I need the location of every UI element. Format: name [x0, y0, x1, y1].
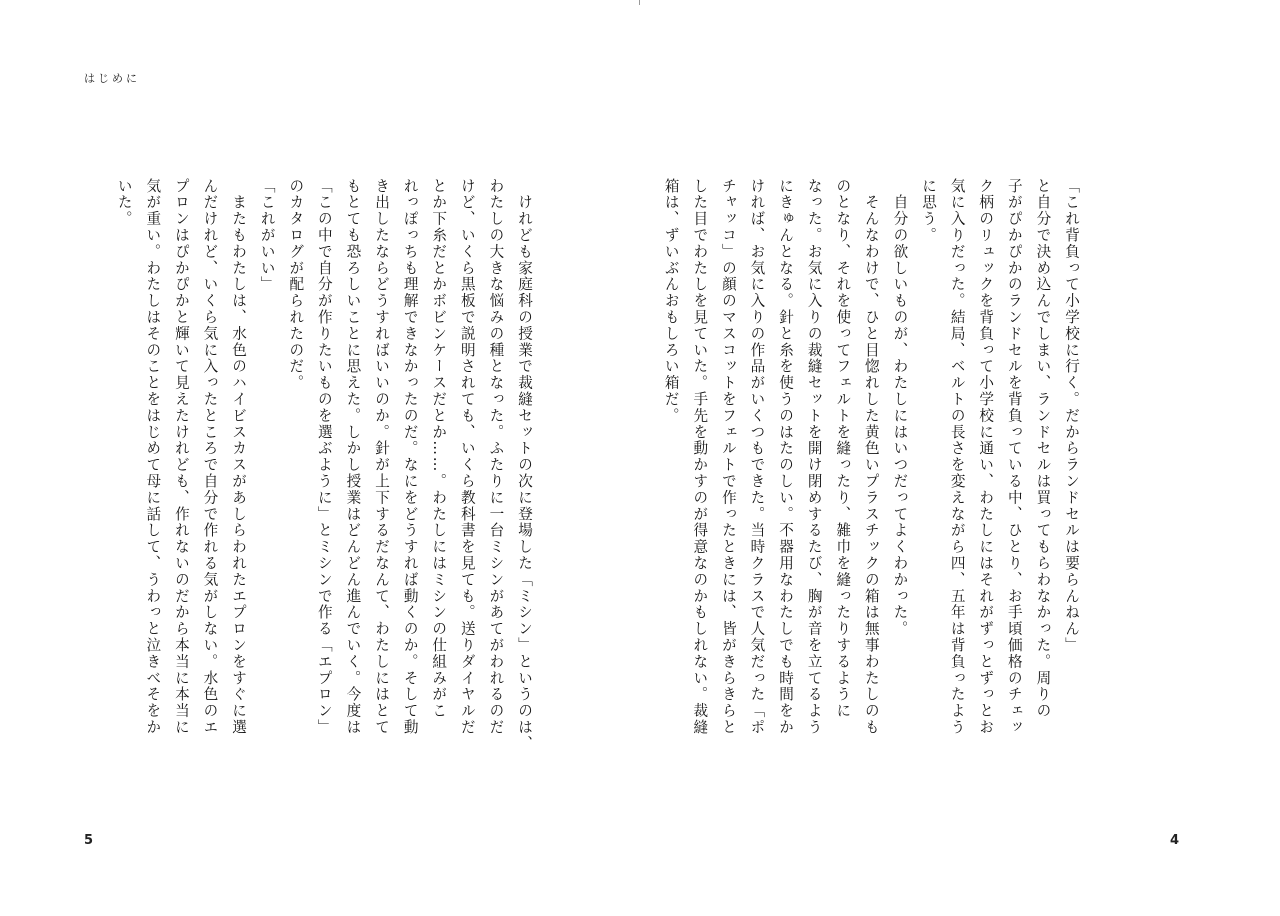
text-line: けど、いくら黒板で説明されても、いくら教科書を見ても。送りダイヤルだ	[458, 178, 476, 736]
text-line: もとても恐ろしいことに思えた。しかし授業はどんどん進んでいく。今度は	[344, 178, 362, 736]
text-line: き出したならどうすればいいのか。針が上下するだなんて、わたしにはとて	[373, 178, 391, 736]
text-line: けれども家庭科の授業で裁縫セットの次に登場した「ミシン」というのは、	[516, 178, 533, 752]
text-line: 子がぴかぴかのランドセルを背負っている中、ひとり、お手頃価格のチェッ	[1005, 178, 1023, 736]
page-5-text	[78, 178, 538, 778]
text-line: プロンはぴかぴかと輝いて見えたけれども、作れないのだから本当に本当に	[172, 178, 190, 736]
text-line: 「これがいい」	[258, 178, 276, 293]
text-line: のカタログが配られたのだ。	[287, 178, 305, 392]
text-line: 「この中で自分が作りたいものを選ぶように」とミシンで作る「エプロン」	[315, 178, 333, 736]
running-head: はじめに	[84, 72, 140, 85]
text-line: 気が重い。わたしはそのことをはじめて母に話して、うわっと泣きべそをか	[144, 178, 162, 736]
text-line: そんなわけで、ひと目惚れした黄色いプラスチックの箱は無事わたしのも	[862, 178, 880, 736]
gutter-mark	[639, 0, 640, 5]
text-line: と自分で決め込んでしまい、ランドセルは買ってもらわなかった。周りの	[1034, 178, 1052, 720]
page-number-right: 4	[1170, 833, 1180, 848]
text-line: とか下糸だとかボビンケースだとか……。わたしにはミシンの仕組みがこ	[430, 178, 448, 720]
text-line: いた。	[115, 178, 133, 228]
text-line: なった。お気に入りの裁縫セットを開け閉めするたび、胸が音を立てるよう	[805, 178, 823, 736]
text-line: チャッコ」の顔のマスコットをフェルトで作ったときには、皆がきらきらと	[719, 178, 737, 736]
page-number-left: 5	[84, 833, 94, 848]
text-line: んだけれど、いくら気に入ったところで自分で作れる気がしない。水色のエ	[201, 178, 219, 736]
text-line: ク柄のリュックを背負って小学校に通い、わたしにはそれがずっとずっとお	[977, 178, 995, 736]
text-line: のとなり、それを使ってフェルトを縫ったり、雑巾を縫ったりするように	[834, 178, 852, 720]
text-line: またもわたしは、水色のハイビスカスがあしらわれたエプロンをすぐに選	[230, 178, 248, 736]
text-line: 気に入りだった。結局、ベルトの長さを変えながら四、五年は背負ったよう	[948, 178, 966, 736]
text-line: わたしの大きな悩みの種となった。ふたりに一台ミシンがあてがわれるのだ	[487, 178, 505, 736]
text-line: ければ、お気に入りの作品がいくつもできた。当時クラスで人気だった「ポ	[748, 178, 766, 736]
text-line: 箱は、ずいぶんおもしろい箱だ。	[662, 178, 680, 424]
page-4-text	[662, 178, 1085, 778]
text-line: に思う。	[920, 178, 938, 244]
text-line: した目でわたしを見ていた。手先を動かすのが得意なのかもしれない。裁縫	[691, 178, 709, 736]
text-line: 自分の欲しいものが、わたしにはいつだってよくわかった。	[891, 178, 909, 638]
text-line: にきゅんとなる。針と糸を使うのはたのしい。不器用なわたしでも時間をか	[777, 178, 795, 736]
text-line: れっぽっちも理解できなかったのだ。なにをどうすれば動くのか。そして動	[401, 178, 419, 736]
text-line: 「これ背負って小学校に行く。だからランドセルは要らんねん」	[1063, 178, 1080, 654]
